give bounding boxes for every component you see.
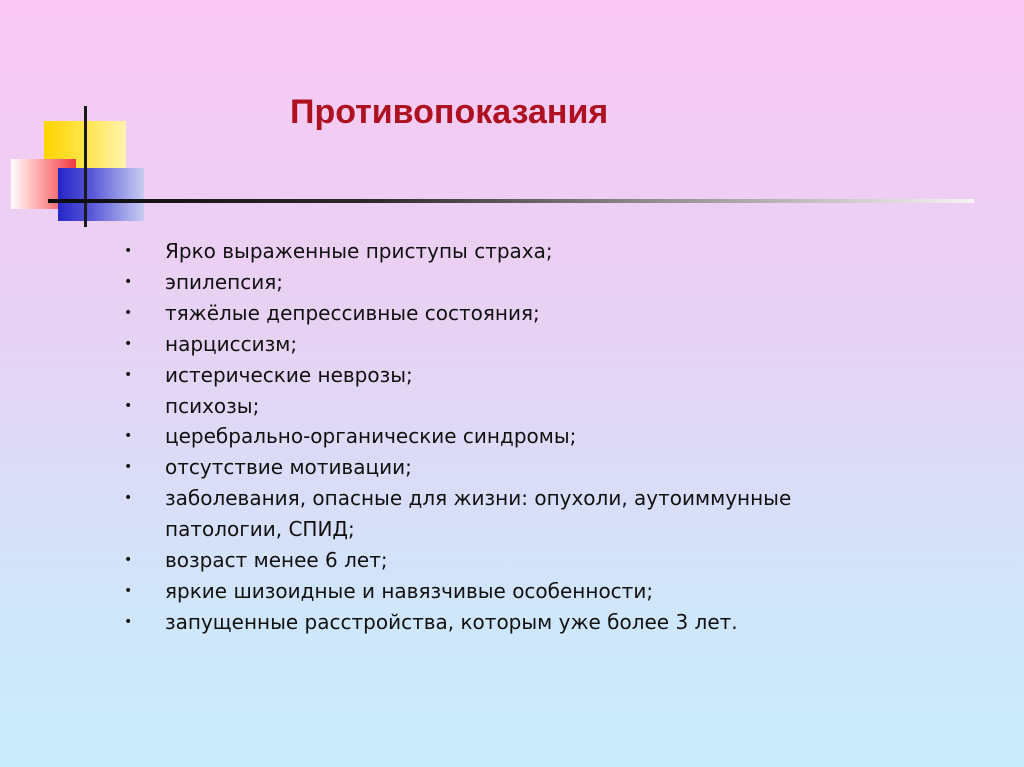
list-item xyxy=(124,545,894,576)
bullet-icon: • xyxy=(124,552,133,569)
list-item-text: истерические неврозы; xyxy=(165,362,413,387)
list-item-text: тяжёлые депрессивные состояния; xyxy=(165,300,540,325)
list-item-text: яркие шизоидные и навязчивые особенности; xyxy=(165,578,654,603)
bullet-icon: • xyxy=(124,304,133,321)
list-item xyxy=(124,607,894,638)
bullet-icon: • xyxy=(124,273,133,290)
list-item xyxy=(124,236,894,267)
list-item xyxy=(124,360,894,391)
bullet-icon: • xyxy=(124,397,133,414)
bullet-icon: • xyxy=(124,243,133,259)
bullet-icon: • xyxy=(124,428,133,445)
contraindications-list xyxy=(124,236,894,638)
bullet-icon: • xyxy=(124,490,133,507)
list-item xyxy=(124,421,894,452)
bullet-icon: • xyxy=(124,366,133,383)
list-item xyxy=(124,298,894,329)
bullet-icon: • xyxy=(124,459,133,476)
bullet-icon: • xyxy=(124,335,133,352)
list-item-text: церебрально-органические синдромы; xyxy=(165,424,577,449)
bullet-icon: • xyxy=(124,613,133,630)
list-item-text: Ярко выраженные приступы страха; xyxy=(165,239,553,263)
list-item xyxy=(124,267,894,298)
decorative-squares-graphic xyxy=(0,0,160,240)
blue-square xyxy=(58,168,144,221)
list-item xyxy=(124,483,894,545)
vertical-rule xyxy=(84,106,87,227)
list-item-text: запущенные расстройства, которым уже более 3 лет. xyxy=(165,609,738,634)
list-item xyxy=(124,329,894,360)
list-item-text: эпилепсия; xyxy=(165,269,283,294)
list-item-text: отсутствие мотивации; xyxy=(165,455,412,480)
list-item xyxy=(124,391,894,422)
list-item xyxy=(124,576,894,607)
list-item-text: нарциссизм; xyxy=(165,331,298,356)
list-item xyxy=(124,452,894,483)
bullet-icon: • xyxy=(124,582,133,599)
list-item-text: психозы; xyxy=(165,393,260,418)
list-item-text: возраст менее 6 лет; xyxy=(165,548,388,573)
list-item-text: заболевания, опасные для жизни: опухоли, аутоиммунные патологии, СПИД; xyxy=(165,486,792,542)
title-underline-rule xyxy=(48,199,974,203)
slide-title: Противопоказания xyxy=(290,93,609,131)
